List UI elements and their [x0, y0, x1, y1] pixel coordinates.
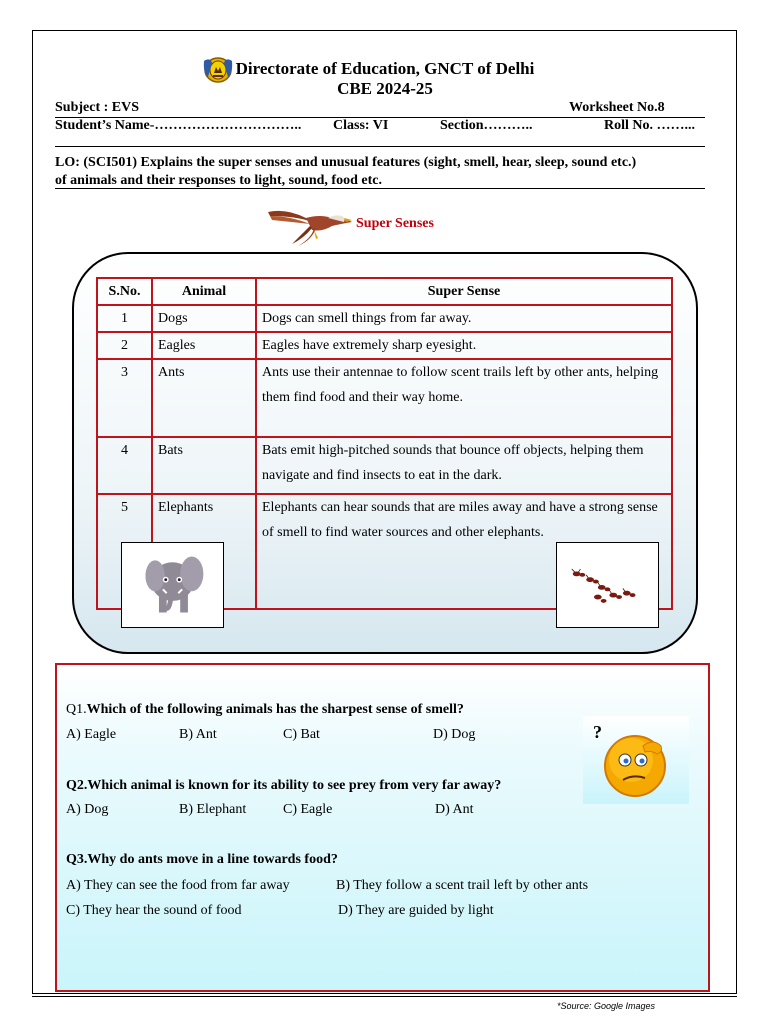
question-2-option-b[interactable]: B) Elephant: [179, 802, 247, 817]
question-3-option-b[interactable]: B) They follow a scent trail left by other ants: [336, 878, 589, 893]
section-field[interactable]: Section………..: [440, 118, 533, 133]
table-row: [97, 359, 672, 437]
page-subtitle: CBE 2024-25: [337, 79, 433, 98]
ants-image: [556, 542, 659, 628]
column-header-super-sense: Super Sense: [256, 278, 672, 305]
question-3-option-d[interactable]: D) They are guided by light: [338, 903, 494, 918]
roll-number-field[interactable]: Roll No. ……...: [604, 118, 695, 133]
row-sno: 2: [97, 332, 152, 359]
worksheet-number: Worksheet No.8: [569, 100, 665, 115]
column-header-animal: Animal: [152, 278, 256, 305]
learning-outcome-line-2: of animals and their responses to light, sound, food etc.: [55, 173, 382, 188]
row-sno: 5: [97, 494, 152, 609]
question-1: [66, 702, 464, 718]
student-name-field[interactable]: Student’s Name-…………………………..: [55, 118, 302, 133]
learning-outcome-line-1: LO: (SCI501) Explains the super senses and unusual features (sight, smell, hear, sleep, sound etc.): [55, 155, 637, 170]
row-super-sense: Bats emit high-pitched sounds that bounce off objects, helping them navigate and find insects to eat in the dark.: [256, 437, 672, 494]
thinking-marks: ?: [593, 722, 602, 742]
subject-label: Subject : EVS: [55, 100, 140, 115]
header-divider: [55, 146, 705, 147]
section-title: Super Senses: [356, 216, 434, 231]
column-header-sno: S.No.: [97, 278, 152, 305]
row-super-sense: Elephants can hear sounds that are miles away and have a strong sense of smell to find water sources and other elephants.: [256, 494, 672, 609]
table-row: [97, 437, 672, 494]
thinking-emoji-image: [583, 716, 689, 804]
row-super-sense: Dogs can smell things from far away.: [256, 305, 672, 332]
question-2-text: Q2.Which animal is known for its ability to see prey from very far away?: [66, 778, 502, 793]
row-animal: Elephants: [152, 494, 256, 609]
question-3-option-a[interactable]: A) They can see the food from far away: [66, 878, 290, 893]
row-sno: 4: [97, 437, 152, 494]
question-3-option-c[interactable]: C) They hear the sound of food: [66, 903, 242, 918]
row-animal: Bats: [152, 437, 256, 494]
row-super-sense: Eagles have extremely sharp eyesight.: [256, 332, 672, 359]
row-animal: Ants: [152, 359, 256, 437]
question-1-option-c[interactable]: C) Bat: [283, 727, 320, 742]
page-bottom-rule: [32, 996, 737, 997]
row-sno: 1: [97, 305, 152, 332]
header-divider: [55, 188, 705, 189]
elephant-icon: [122, 543, 222, 626]
question-2-option-a[interactable]: A) Dog: [66, 802, 109, 817]
row-animal: Eagles: [152, 332, 256, 359]
question-1-number: Q1.: [66, 702, 87, 717]
ants-icon: [557, 543, 657, 626]
row-animal: Dogs: [152, 305, 256, 332]
question-1-text: Which of the following animals has the sharpest sense of smell?: [86, 702, 464, 717]
table-row: [97, 332, 672, 359]
question-1-option-a[interactable]: A) Eagle: [66, 727, 117, 742]
table-row: [97, 305, 672, 332]
row-super-sense: Ants use their antennae to follow scent trails left by other ants, helping them find food and their way home.: [256, 359, 672, 437]
row-sno: 3: [97, 359, 152, 437]
question-2-option-d[interactable]: D) Ant: [435, 802, 474, 817]
question-1-option-b[interactable]: B) Ant: [179, 727, 217, 742]
class-label: Class: VI: [333, 118, 389, 133]
elephant-image: [121, 542, 224, 628]
question-2-option-c[interactable]: C) Eagle: [283, 802, 333, 817]
page-title: Directorate of Education, GNCT of Delhi: [235, 59, 535, 78]
question-1-option-d[interactable]: D) Dog: [433, 727, 476, 742]
eagle-icon: [266, 204, 358, 248]
source-note: *Source: Google Images: [557, 1001, 656, 1011]
table-header-row: [97, 278, 672, 305]
question-3-text: Q3.Why do ants move in a line towards food?: [66, 852, 338, 867]
